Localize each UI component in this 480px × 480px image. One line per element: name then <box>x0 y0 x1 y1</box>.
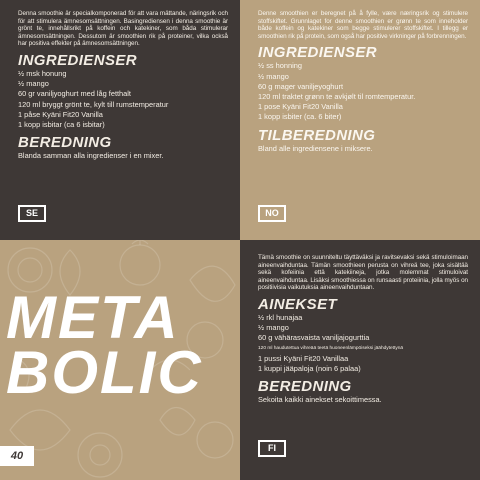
ingredient-item: ½ mango <box>258 71 289 81</box>
method-heading: BEREDNING <box>258 378 352 396</box>
cover-title-line: BOLIC <box>6 339 203 406</box>
ingredients-heading: AINEKSET <box>258 295 338 313</box>
ingredient-item: 120 ml traktet grønn te avkjølt til romtemperatur. <box>258 91 416 101</box>
language-tag: SE <box>18 205 46 222</box>
language-tag: FI <box>258 440 286 457</box>
ingredient-list <box>258 313 468 374</box>
ingredient-item: 120 ml bryggt grönt te, kylt till rumstemperatur <box>18 99 169 109</box>
ingredient-item: ½ mango <box>18 79 49 89</box>
cover-title-line: META <box>6 284 180 351</box>
ingredient-item: 1 pussi Kyäni Fit20 Vanillaa <box>258 353 349 363</box>
method-text: Blanda samman alla ingredienser i en mixer. <box>18 151 164 161</box>
finnish-recipe-panel <box>240 240 480 480</box>
recipe-intro: Denne smoothien er beregnet på å fylle, være næringsrik og stimulere stoffskiftet. Grunnlaget for denne smoothien er grønn te som inneholder både koffein og katekiner som begge stimulerer stoffskiftet. I tillegg er smoothien rik på protein, som også har positive virkninger på forbrenningen. <box>258 10 468 40</box>
ingredient-item: 120 ml haudutettua vihreää teetä huoneenlämpöiseksi jäähdytettynä <box>258 345 404 351</box>
method-heading: TILBEREDNING <box>258 126 376 144</box>
ingredients-heading: INGREDIENSER <box>258 44 377 62</box>
ingredient-item: 1 påse Kyäni Fit20 Vanilla <box>18 109 103 119</box>
ingredient-item: ½ ss honning <box>258 61 302 71</box>
ingredient-item: 1 kuppi jääpaloja (noin 6 palaa) <box>258 363 361 373</box>
swedish-recipe-panel <box>0 0 240 240</box>
method-text: Bland alle ingrediensene i miksere. <box>258 143 373 153</box>
ingredient-item: 60 gr vaniljyoghurt med låg fetthalt <box>18 89 131 99</box>
ingredient-list <box>258 61 468 122</box>
ingredient-item: 1 kopp isbiter (ca. 6 biter) <box>258 112 342 122</box>
norwegian-recipe-panel <box>240 0 480 240</box>
ingredient-item: 1 pose Kyäni Fit20 Vanilla <box>258 102 343 112</box>
ingredient-item: 60 g mager vaniljeyoghurt <box>258 81 344 91</box>
recipe-intro: Tämä smoothie on suunniteltu täyttäväksi ja ravitsevaksi sekä stimuloimaan aineenvaihduntaa. Tämän smoothieen perusta on vihreä tee, joka sisältää sekä kofeiinia että katekiineja, jotka molemmat stimuloivat aineenvaihduntaa. Lisäksi smoothiessa on runsaasti proteiinia, jolla myös on positiivisia vaikutuksia aineenvaihduntaan. <box>258 254 468 292</box>
cover-panel <box>0 240 240 480</box>
ingredients-heading: INGREDIENSER <box>18 51 137 69</box>
method-heading: BEREDNING <box>18 134 112 152</box>
ingredient-item: ½ mango <box>258 323 289 333</box>
ingredient-item: ½ rkl hunajaa <box>258 312 303 322</box>
method-text: Sekoita kaikki ainekset sekoittimessa. <box>258 395 382 405</box>
cover-title <box>6 284 203 406</box>
page-number: 40 <box>0 446 34 466</box>
ingredient-list <box>18 69 228 130</box>
language-tag: NO <box>258 205 286 222</box>
ingredient-item: 1 kopp isbitar (ca 6 isbitar) <box>18 119 105 129</box>
ingredient-item: 60 g vähärasvaista vaniljajogurttia <box>258 333 370 343</box>
ingredient-item: ½ msk honung <box>18 68 67 78</box>
recipe-intro: Denna smoothie är specialkomponerad för att vara mättande, näringsrik och för att stimulera ämnesomsättningen. Basingrediensen i denna smoothie är grönt te, innehållsrikt på koffein och katekiner, som båda stimulerar ämnesomsättningen. Dessutom är smoothien rik på proteiner, vilka också har positiva effekter på ämnesomsättningen. <box>18 10 228 48</box>
